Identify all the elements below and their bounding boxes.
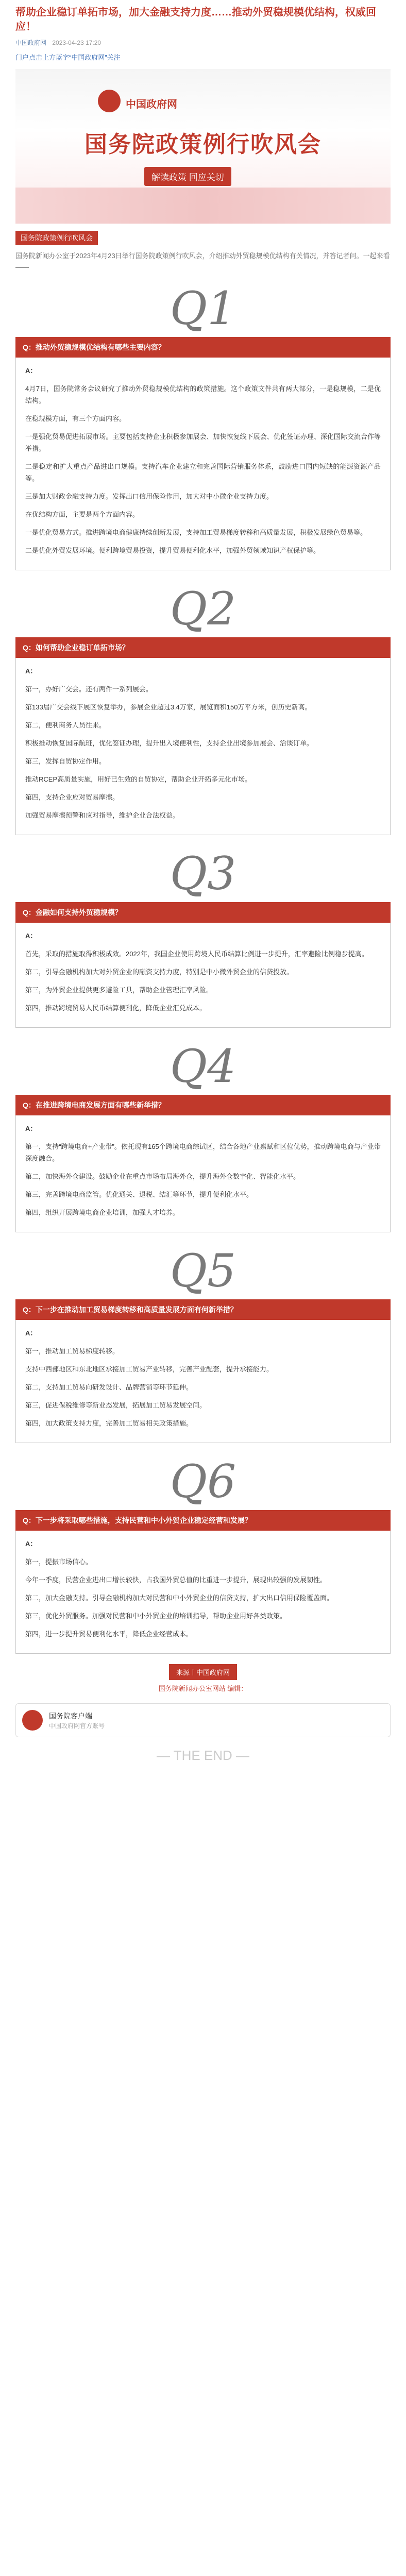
answer-paragraph: 第四，推动跨境贸易人民币结算便利化，降低企业汇兑成本。 [25, 1004, 207, 1012]
answer-paragraph: 积极推动恢复国际航班，优化签证办理，提升出入境便利性，支持企业出境参加展会、洽谈订单。 [25, 739, 314, 747]
answer-paragraph: A： [25, 932, 37, 940]
question-bar: Q：金融如何支持外贸稳规模？ [15, 902, 391, 923]
banner-logo-text: 中国政府网 [126, 99, 177, 110]
answer-paragraph: 推动RCEP高质量实施，用好已生效的自贸协定，帮助企业开拓多元化市场。 [25, 775, 252, 783]
follow-prompt[interactable]: 门户点击上方蓝字“中国政府网”关注 [15, 54, 121, 61]
answer-paragraph: 第一，推动加工贸易梯度转移。 [25, 1347, 120, 1355]
qa-list [0, 280, 406, 1654]
end-mark: — THE END — [156, 1748, 250, 1763]
answer-paragraph: 第四，进一步提升贸易便利化水平，降低企业经营成本。 [25, 1630, 193, 1638]
answer-paragraph: 首先，采取的措施取得积极成效。2022年，我国企业使用跨境人民币结算比例进一步提升，汇率避险比例稳步提高。 [25, 950, 368, 958]
banner-decoration [15, 188, 391, 224]
answer-paragraph: 第三，优化外贸服务。加强对民营和中小外贸企业的培训指导，帮助企业用好各类政策。 [25, 1612, 287, 1620]
question-bar: Q：如何帮助企业稳订单拓市场？ [15, 637, 391, 658]
question-number: Q3 [170, 847, 236, 900]
publish-date: 2023-04-23 17:20 [52, 39, 102, 46]
question-number: Q5 [170, 1244, 236, 1297]
answer-paragraph: 第三，促进保税维修等新业态发展，拓展加工贸易发展空间。 [25, 1401, 207, 1409]
answer-paragraph: 第二，引导金融机构加大对外贸企业的融资支持力度，特别是中小微外贸企业的信贷投放。 [25, 968, 294, 976]
article-title: 帮助企业稳订单拓市场，加大金融支持力度……推动外贸稳规模优结构，权威回应！ [15, 7, 376, 32]
answer-paragraph: 加强贸易摩擦预警和应对指导，维护企业合法权益。 [25, 811, 180, 819]
answer-paragraph: 第133届广交会线下展区恢复举办，参展企业超过3.4万家，展览面积150万平方米，创历史新高。 [25, 703, 312, 711]
article-header [0, 0, 406, 62]
account-card[interactable] [15, 1703, 391, 1737]
answer-paragraph: 一是强化贸易促进拓展市场。主要包括支持企业积极参加展会、加快恢复线下展会、优化签证办理、深化国际交流合作等举措。 [25, 433, 381, 452]
answer-paragraph: 在优结构方面，主要是两个方面内容。 [25, 511, 140, 518]
qa-block [15, 1453, 391, 1654]
question-bar: Q：推动外贸稳规模优结构有哪些主要内容？ [15, 337, 391, 358]
question-number: Q2 [170, 582, 236, 635]
lead-section [15, 224, 391, 280]
answer-paragraph: A： [25, 1329, 37, 1337]
question-bar: Q：在推进跨境电商发展方面有哪些新举措？ [15, 1095, 391, 1115]
answer-paragraph: 第二，加快海外仓建设。鼓励企业在重点市场布局海外仓，提升海外仓数字化、智能化水平。 [25, 1173, 300, 1180]
answer-box [15, 1531, 391, 1654]
account-name-link[interactable]: 中国政府网 [15, 39, 47, 46]
answer-paragraph: 今年一季度，民营企业进出口增长较快，占我国外贸总值的比重进一步提升，展现出较强的发展韧性。 [25, 1576, 327, 1584]
answer-paragraph: 第三，完善跨境电商监管。优化通关、退税、结汇等环节，提升便利化水平。 [25, 1191, 253, 1198]
answer-paragraph: 二是稳定和扩大重点产品进出口规模。支持汽车企业建立和完善国际营销服务体系，鼓励进口国内短缺的能源资源产品等。 [25, 463, 381, 482]
banner-headline: 国务院政策例行吹风会 [84, 132, 322, 157]
account-avatar-icon [22, 1710, 43, 1731]
question-number: Q6 [170, 1455, 236, 1508]
answer-paragraph: A： [25, 367, 37, 375]
answer-paragraph: 第四，组织开展跨境电商企业培训，加强人才培养。 [25, 1209, 180, 1216]
source-label: 来源丨中国政府网 [169, 1664, 237, 1680]
answer-paragraph: 二是优化外贸发展环境。便利跨境贸易投资，提升贸易便利化水平，加强外贸领域知识产权保护等。 [25, 547, 320, 554]
answer-paragraph: A： [25, 667, 37, 675]
question-bar: Q：下一步将采取哪些措施，支持民营和中小外贸企业稳定经营和发展？ [15, 1510, 391, 1531]
qa-block [15, 581, 391, 835]
question-bar: Q：下一步在推动加工贸易梯度转移和高质量发展方面有何新举措？ [15, 1299, 391, 1320]
footer-source [15, 1664, 391, 1693]
answer-paragraph: 第三，发挥自贸协定作用。 [25, 757, 106, 765]
answer-paragraph: 第二，加大金融支持。引导金融机构加大对民营和中小外贸企业的信贷支持，扩大出口信用保险覆盖面。 [25, 1594, 334, 1602]
answer-box [15, 658, 391, 835]
qa-block [15, 280, 391, 570]
answer-paragraph: 一是优化贸易方式。推进跨境电商健康持续创新发展，支持加工贸易梯度转移和高质量发展，积极发展绿色贸易等。 [25, 529, 367, 536]
source-sub: 国务院新闻办公室网站 编辑： [158, 1685, 248, 1692]
answer-paragraph: 第四，支持企业应对贸易摩擦。 [25, 793, 120, 801]
answer-box [15, 358, 391, 570]
answer-paragraph: 4月7日，国务院常务会议研究了推动外贸稳规模优结构的政策措施。这个政策文件共有两大部分，一是稳规模，二是优结构。 [25, 385, 381, 404]
answer-box [15, 1320, 391, 1443]
question-number: Q1 [170, 282, 236, 335]
answer-box [15, 1115, 391, 1232]
qa-block [15, 1038, 391, 1232]
article-meta [15, 38, 391, 47]
account-card-desc: 中国政府网官方账号 [49, 1722, 105, 1730]
lead-text: 国务院新闻办公室于2023年4月23日举行国务院政策例行吹风会，介绍推动外贸稳规模优结构有关情况，并答记者问。一起来看—— [15, 252, 390, 271]
answer-paragraph: 第二，支持加工贸易向研发设计、品牌营销等环节延伸。 [25, 1383, 193, 1391]
account-card-name: 国务院客户端 [49, 1711, 92, 1720]
qa-block [15, 845, 391, 1028]
answer-box [15, 923, 391, 1028]
answer-paragraph: 第四，加大政策支持力度，完善加工贸易相关政策措施。 [25, 1419, 193, 1427]
answer-paragraph: 第一，提振市场信心。 [25, 1558, 93, 1566]
question-number: Q4 [170, 1040, 236, 1093]
answer-paragraph: 三是加大财政金融支持力度。发挥出口信用保险作用，加大对中小微企业支持力度。 [25, 493, 274, 500]
banner-image [15, 69, 391, 224]
answer-paragraph: 第一，支持“跨境电商+产业带”。依托现有165个跨境电商综试区，结合各地产业禀赋和区位优势，推动跨境电商与产业带深度融合。 [25, 1143, 381, 1162]
gov-logo-icon [98, 90, 121, 112]
answer-paragraph: 第一，办好广交会。还有两件一系列展会。 [25, 685, 153, 693]
answer-paragraph: 第三，为外贸企业提供更多避险工具，帮助企业管理汇率风险。 [25, 986, 213, 994]
answer-paragraph: 在稳规模方面，有三个方面内容。 [25, 415, 126, 422]
qa-block [15, 1243, 391, 1443]
answer-paragraph: A： [25, 1540, 37, 1548]
answer-paragraph: 支持中西部地区和东北地区承接加工贸易产业转移，完善产业配套，提升承接能力。 [25, 1365, 274, 1373]
banner-subtitle: 解读政策 回应关切 [144, 167, 231, 186]
answer-paragraph: 第二，便利商务人员往来。 [25, 721, 106, 729]
lead-tag: 国务院政策例行吹风会 [15, 231, 98, 245]
answer-paragraph: A： [25, 1125, 37, 1132]
